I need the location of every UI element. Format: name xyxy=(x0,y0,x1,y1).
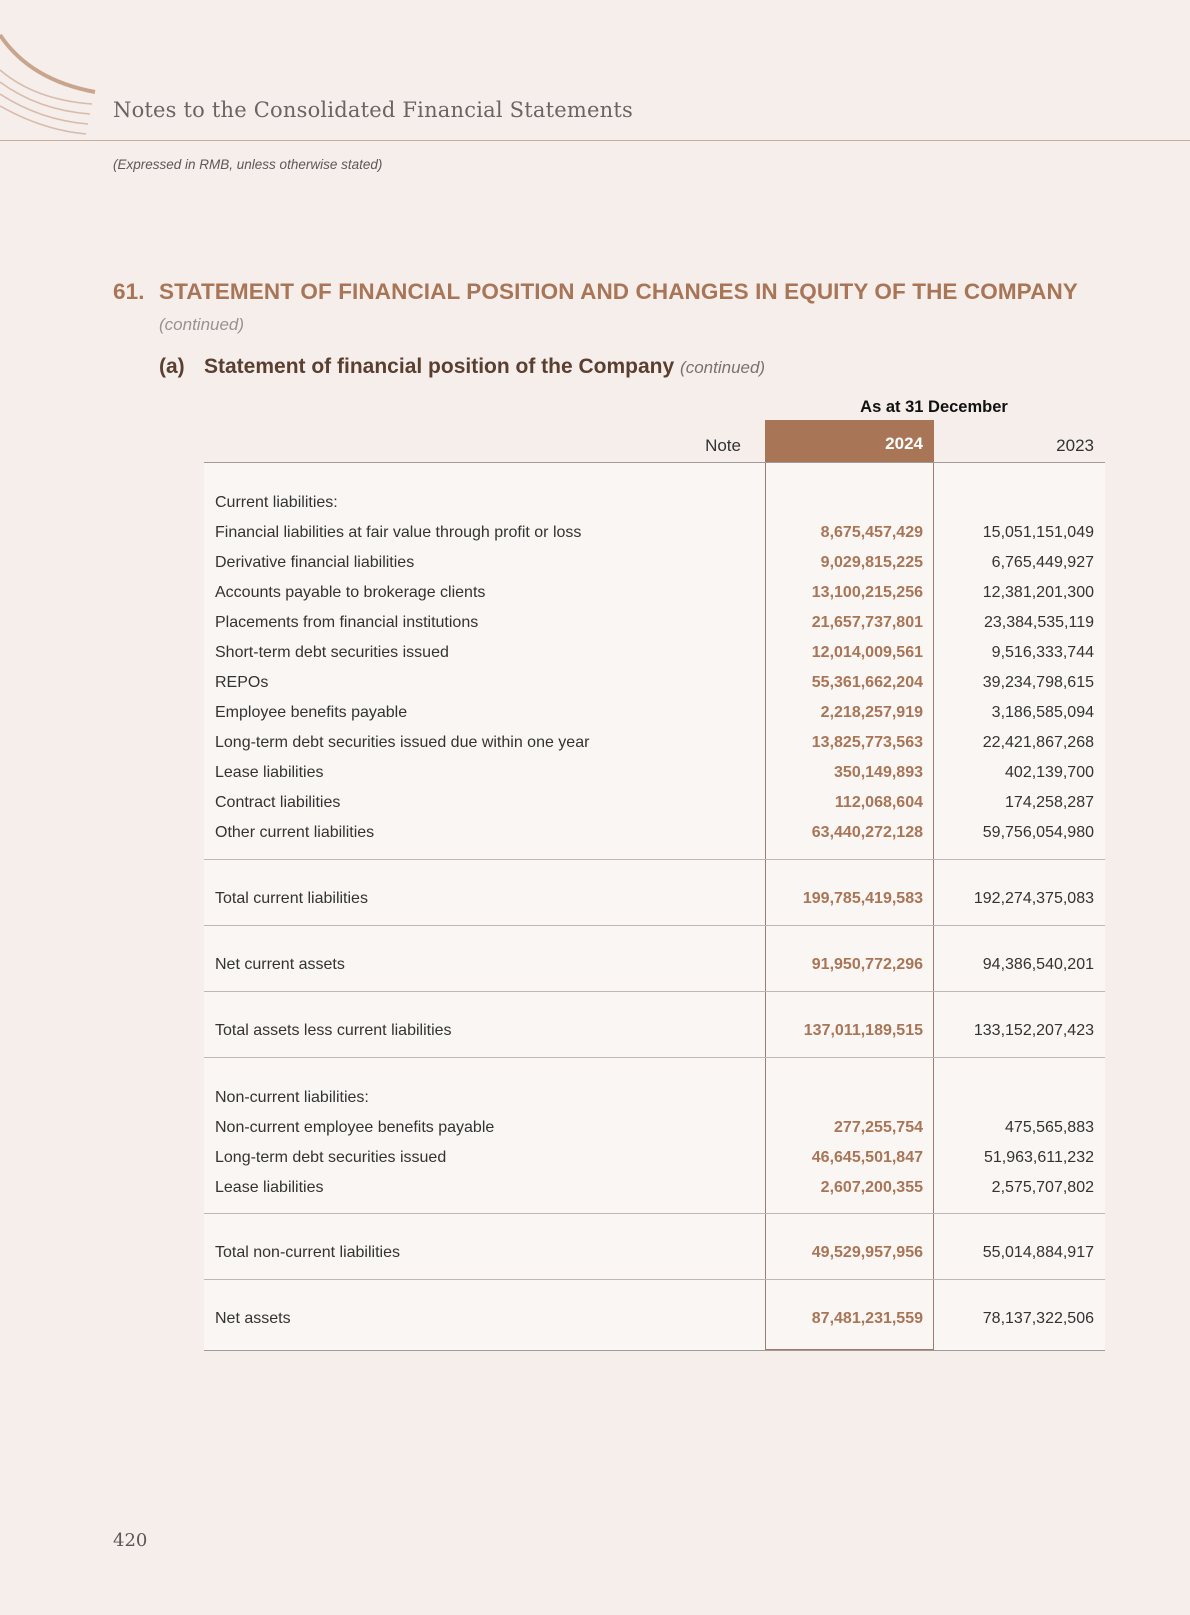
value-2023: 3,186,585,094 xyxy=(991,704,1094,721)
current-liabilities-heading xyxy=(204,488,1105,518)
value-2024: 13,100,215,256 xyxy=(811,584,923,601)
currency-note: (Expressed in RMB, unless otherwise stated) xyxy=(113,157,383,172)
row-label: Non-current employee benefits payable xyxy=(215,1119,495,1136)
value-2024: 46,645,501,847 xyxy=(811,1149,923,1166)
row-label: Derivative financial liabilities xyxy=(215,554,415,571)
note-column-header: Note xyxy=(705,436,741,455)
as-at-label: As at 31 December xyxy=(860,398,1008,416)
row-label: Employee benefits payable xyxy=(215,704,408,721)
page-number: 420 xyxy=(113,1530,148,1551)
table-row xyxy=(204,668,1105,698)
corner-arc-decoration xyxy=(0,0,100,150)
row-label: Long-term debt securities issued xyxy=(215,1149,447,1166)
column-header-row xyxy=(204,422,1105,463)
row-label: Non-current liabilities: xyxy=(215,1089,369,1106)
row-divider xyxy=(204,859,1105,860)
row-label: Total non-current liabilities xyxy=(215,1244,400,1261)
value-2024: 277,255,754 xyxy=(834,1119,923,1136)
value-2024: 49,529,957,956 xyxy=(811,1244,923,1261)
value-2024: 2,607,200,355 xyxy=(820,1179,923,1196)
row-label: Long-term debt securities issued due within one year xyxy=(215,734,590,751)
table-row xyxy=(204,818,1105,848)
row-label: Placements from financial institutions xyxy=(215,614,479,631)
value-2024: 112,068,604 xyxy=(834,794,923,811)
value-2023: 133,152,207,423 xyxy=(973,1022,1094,1039)
subsection-title-text: Statement of financial position of the Company xyxy=(204,355,675,378)
section-number: 61. xyxy=(113,279,145,304)
table-bottom-rule xyxy=(204,1350,1105,1351)
table-row xyxy=(204,728,1105,758)
value-2024: 350,149,893 xyxy=(834,764,923,781)
header-rule xyxy=(0,140,1190,141)
value-2023: 51,963,611,232 xyxy=(983,1149,1094,1166)
value-2023: 55,014,884,917 xyxy=(982,1244,1094,1261)
value-2024: 8,675,457,429 xyxy=(820,524,923,541)
row-label: Lease liabilities xyxy=(215,764,324,781)
row-label: Accounts payable to brokerage clients xyxy=(215,584,486,601)
value-2024: 199,785,419,583 xyxy=(802,890,923,907)
value-2023: 402,139,700 xyxy=(1005,764,1094,781)
row-label: Total current liabilities xyxy=(215,890,368,907)
running-head-title: Notes to the Consolidated Financial Statements xyxy=(113,98,633,122)
total-current-liabilities-row xyxy=(204,884,1105,914)
row-label: Contract liabilities xyxy=(215,794,341,811)
total-non-current-liabilities-row xyxy=(204,1238,1105,1268)
value-2024: 13,825,773,563 xyxy=(811,734,923,751)
value-2023: 78,137,322,506 xyxy=(982,1310,1094,1327)
row-label: Financial liabilities at fair value through profit or loss xyxy=(215,524,582,541)
value-2024: 21,657,737,801 xyxy=(811,614,923,631)
year-2023-column-header: 2023 xyxy=(1056,436,1094,455)
subsection-label: (a) xyxy=(159,355,185,378)
value-2023: 174,258,287 xyxy=(1005,794,1094,811)
value-2024: 91,950,772,296 xyxy=(811,956,923,973)
table-row xyxy=(204,518,1105,548)
row-divider xyxy=(204,925,1105,926)
value-2023: 39,234,798,615 xyxy=(982,674,1094,691)
row-label: Lease liabilities xyxy=(215,1179,324,1196)
value-2023: 475,565,883 xyxy=(1005,1119,1094,1136)
total-assets-less-current-liabilities-row xyxy=(204,1016,1105,1046)
value-2023: 94,386,540,201 xyxy=(982,956,1094,973)
table-row xyxy=(204,698,1105,728)
row-label: Total assets less current liabilities xyxy=(215,1022,452,1039)
subsection-continued: (continued) xyxy=(680,358,766,377)
table-row xyxy=(204,638,1105,668)
value-2024: 9,029,815,225 xyxy=(820,554,923,571)
table-row xyxy=(204,1173,1105,1203)
row-divider xyxy=(204,1057,1105,1058)
table-row xyxy=(204,548,1105,578)
as-at-header xyxy=(204,398,1105,422)
value-2023: 9,516,333,744 xyxy=(991,644,1094,661)
value-2024: 55,361,662,204 xyxy=(811,674,923,691)
row-divider xyxy=(204,991,1105,992)
row-label: Short-term debt securities issued xyxy=(215,644,449,661)
value-2023: 59,756,054,980 xyxy=(982,824,1094,841)
table-row xyxy=(204,758,1105,788)
value-2023: 12,381,201,300 xyxy=(982,584,1094,601)
row-label: Current liabilities: xyxy=(215,494,338,511)
row-label: Net assets xyxy=(215,1310,291,1327)
row-divider xyxy=(204,1279,1105,1280)
value-2024: 137,011,189,515 xyxy=(803,1022,923,1039)
value-2024: 87,481,231,559 xyxy=(811,1310,923,1327)
table-row xyxy=(204,1143,1105,1173)
section-continued: (continued) xyxy=(159,315,245,334)
net-assets-row xyxy=(204,1304,1105,1334)
year-2024-column-header: 2024 xyxy=(765,420,934,462)
row-divider xyxy=(204,1213,1105,1214)
value-2023: 22,421,867,268 xyxy=(982,734,1094,751)
value-2023: 192,274,375,083 xyxy=(973,890,1094,907)
value-2023: 23,384,535,119 xyxy=(983,614,1094,631)
row-label: Other current liabilities xyxy=(215,824,375,841)
value-2023: 2,575,707,802 xyxy=(991,1179,1094,1196)
non-current-liabilities-heading xyxy=(204,1083,1105,1113)
row-label: Net current assets xyxy=(215,956,345,973)
subsection-title xyxy=(159,355,765,379)
value-2024: 12,014,009,561 xyxy=(811,644,923,661)
value-2023: 6,765,449,927 xyxy=(991,554,1094,571)
value-2023: 15,051,151,049 xyxy=(982,524,1094,541)
table-row xyxy=(204,788,1105,818)
table-row xyxy=(204,578,1105,608)
section-title xyxy=(113,279,1078,305)
section-title-text: STATEMENT OF FINANCIAL POSITION AND CHANGES IN EQUITY OF THE COMPANY xyxy=(159,279,1078,304)
value-2024: 2,218,257,919 xyxy=(820,704,923,721)
table-row xyxy=(204,1113,1105,1143)
value-2024: 63,440,272,128 xyxy=(811,824,923,841)
net-current-assets-row xyxy=(204,950,1105,980)
table-row xyxy=(204,608,1105,638)
row-label: REPOs xyxy=(215,674,269,691)
